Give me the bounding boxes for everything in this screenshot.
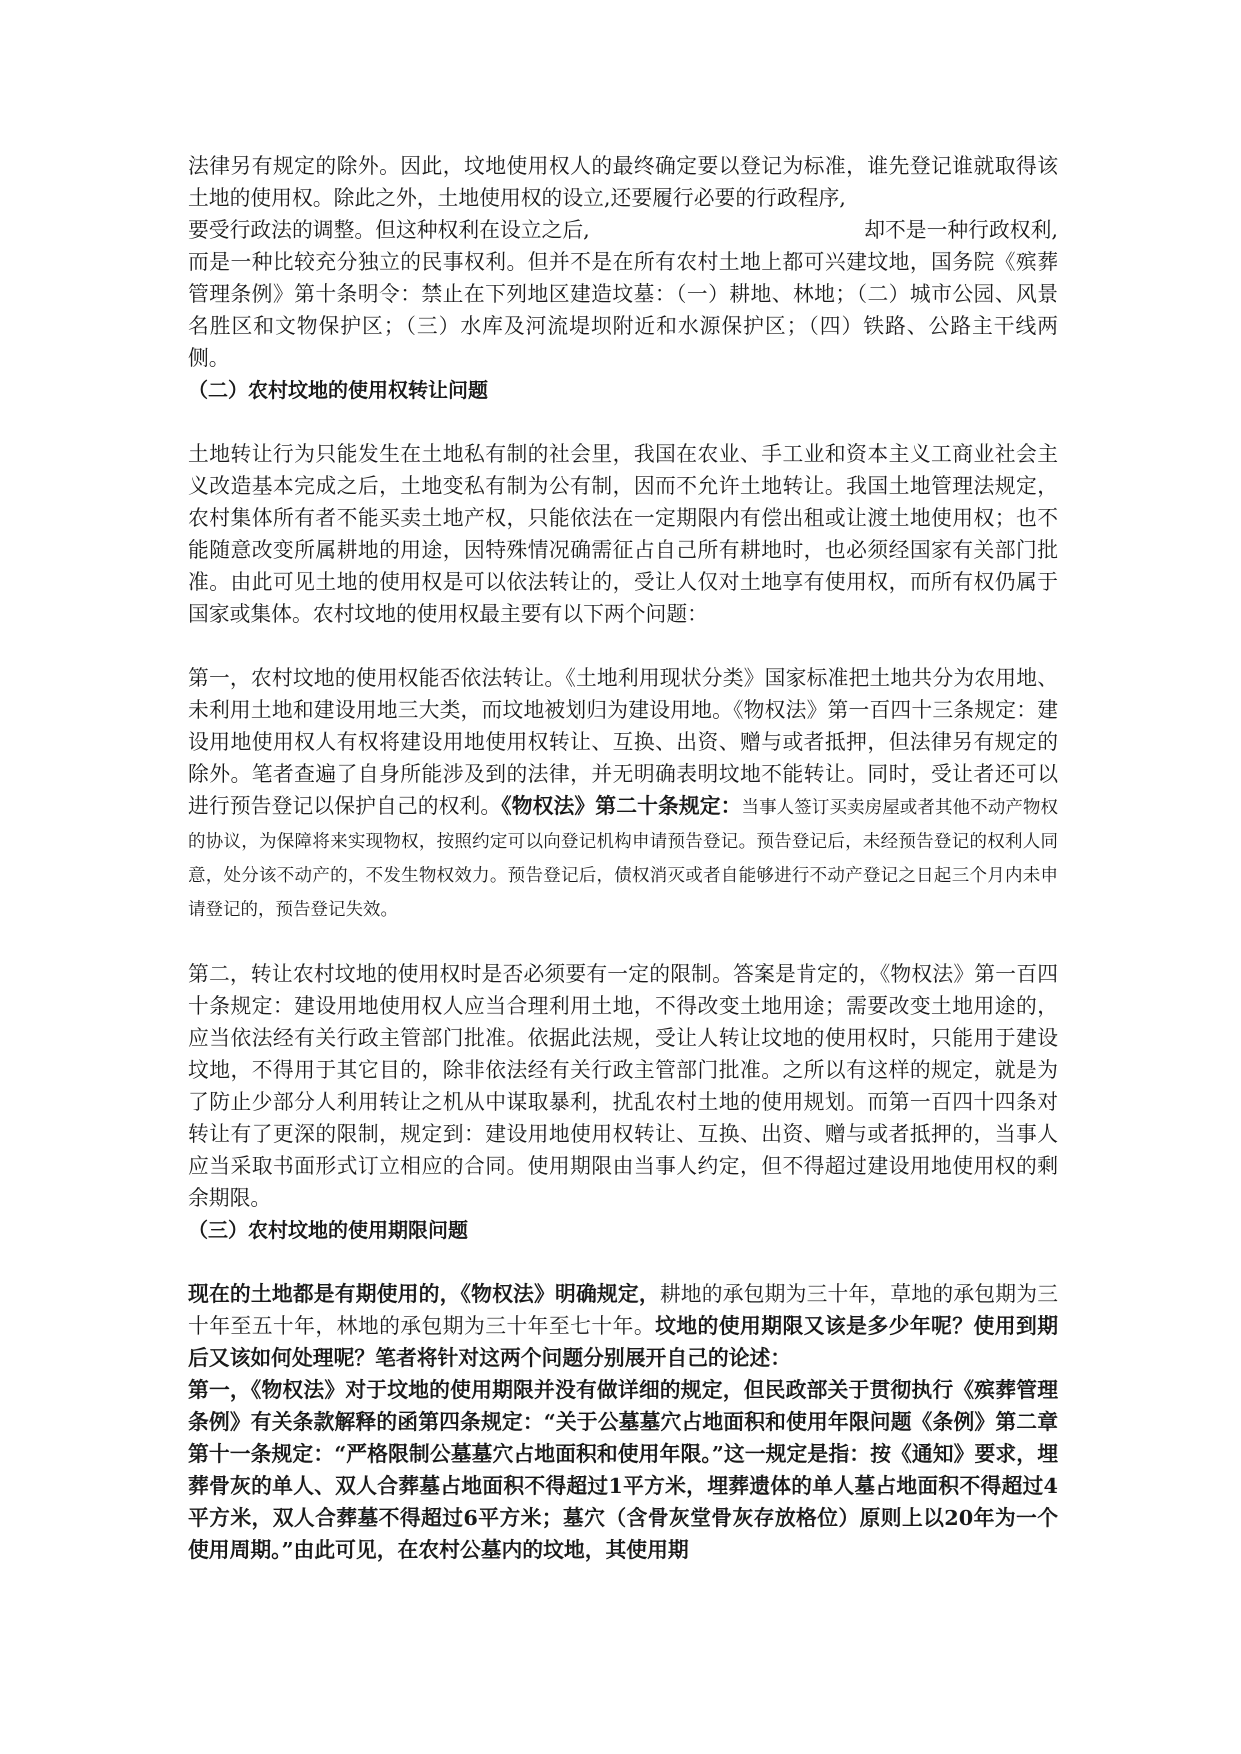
paragraph-gap xyxy=(188,630,1058,662)
paragraph-gap xyxy=(188,1246,1058,1278)
paragraph-term-intro xyxy=(188,1278,1058,1374)
text-bold: 坟地的使用期限又该是多少年呢？使用到期后又该如何处理呢？笔者将针对这两个问题分别展开自己的论述： xyxy=(188,1313,1058,1370)
text-bold-citation: 《物权法》第二十条规定： xyxy=(501,793,742,818)
section-heading-transfer: （二）农村坟地的使用权转让问题 xyxy=(188,378,488,402)
section-heading-term: （三）农村坟地的使用期限问题 xyxy=(188,1218,468,1242)
split-line xyxy=(188,214,1058,246)
text-small-quote: 当事人签订买卖房屋或者其他不动产物权的协议，为保障将来实现物权，按照约定可以向登记机构申请预告登记。预告登记后，未经预告登记的权利人同意，处分该不动产的，不发生物权效力。预告登记后，债权消灭或者自能够进行不动产登记之日起三个月内未申请登记的，预告登记失效。 xyxy=(188,798,1058,920)
text-main: 第一，农村坟地的使用权能否依法转让。《土地利用现状分类》国家标准把土地共分为农用地、未利用土地和建设用地三大类，而坟地被划归为建设用地。《物权法》第一百四十三条规定：建设用地使用权人有权将建设用地使用权转让、互换、出资、赠与或者抵押，但法律另有规定的除外。笔者查遍了自身所能涉及到的法律，并无明确表明坟地不能转让。同时，受让者还可以进行预告登记以保护自己的权利。 xyxy=(188,666,1058,818)
text-segment: 要受行政法的调整。但这种权利在设立之后, xyxy=(188,218,590,242)
paragraph-first-point xyxy=(188,662,1058,926)
text-line: 法律另有规定的除外。因此，坟地使用权人的最终确定要以登记为标准，谁先登记谁就取得该土地的使用权。除此之外，土地使用权的设立,还要履行必要的行政程序, xyxy=(188,154,1058,210)
text-line: 而是一种比较充分独立的民事权利。但并不是在所有农村土地上都可兴建坟地，国务院《殡葬管理条例》第十条明令：禁止在下列地区建造坟墓：（一）耕地、林地；（二）城市公园、风景名胜区和文物保护区；（三）水库及河流堤坝附近和水源保护区；（四）铁路、公路主干线两侧。 xyxy=(188,250,1058,370)
paragraph-gap xyxy=(188,926,1058,958)
paragraph-registration xyxy=(188,150,1058,214)
paragraph-land-transfer: 土地转让行为只能发生在土地私有制的社会里，我国在农业、手工业和资本主义工商业社会主义改造基本完成之后，土地变私有制为公有制，因而不允许土地转让。我国土地管理法规定，农村集体所有者不能买卖土地产权，只能依法在一定期限内有偿出租或让渡土地使用权；也不能随意改变所属耕地的用途，因特殊情况确需征占自己所有耕地时，也必须经国家有关部门批准。由此可见土地的使用权是可以依法转让的，受让人仅对土地享有使用权，而所有权仍属于国家或集体。农村坟地的使用权最主要有以下两个问题： xyxy=(188,442,1058,626)
paragraph-second-point: 第二，转让农村坟地的使用权时是否必须要有一定的限制。答案是肯定的，《物权法》第一百四十条规定：建设用地使用权人应当合理利用土地，不得改变土地用途；需要改变土地用途的，应当依法经有关行政主管部门批准。依据此法规，受让人转让坟地的使用权时，只能用于建设坟地，不得用于其它目的，除非依法经有关行政主管部门批准。之所以有这样的规定，就是为了防止少部分人利用转让之机从中谋取暴利，扰乱农村土地的使用规划。而第一百四十四条对转让有了更深的限制，规定到：建设用地使用权转让、互换、出资、赠与或者抵押的，当事人应当采取书面形式订立相应的合同。使用期限由当事人约定，但不得超过建设用地使用权的剩余期限。 xyxy=(188,962,1058,1210)
paragraph-civil-right xyxy=(188,246,1058,374)
document-page xyxy=(188,150,1058,1566)
paragraph-gap xyxy=(188,406,1058,438)
text-normal: 耕地的承包期为三十年，草地的承包期为三十年至五十年，林地的承包期为三十年至七十年。 xyxy=(188,1282,1058,1338)
text-bold: 现在的土地都是有期使用的，《物权法》明确规定， xyxy=(188,1281,660,1306)
text-segment: 却不是一种行政权利, xyxy=(864,218,1058,242)
paragraph-term-first: 第一，《物权法》对于坟地的使用期限并没有做详细的规定，但民政部关于贯彻执行《殡葬管理条例》有关条款解释的函第四条规定：“关于公墓墓穴占地面积和使用年限问题《条例》第二章第十一条规定：“严格限制公墓墓穴占地面积和使用年限。”这一规定是指：按《通知》要求，埋葬骨灰的单人、双人合葬墓占地面积不得超过1平方米，埋葬遗体的单人墓占地面积不得超过4平方米，双人合葬墓不得超过6平方米；墓穴（含骨灰堂骨灰存放格位）原则上以20年为一个使用周期。”由此可见，在农村公墓内的坟地，其使用期 xyxy=(188,1377,1058,1562)
